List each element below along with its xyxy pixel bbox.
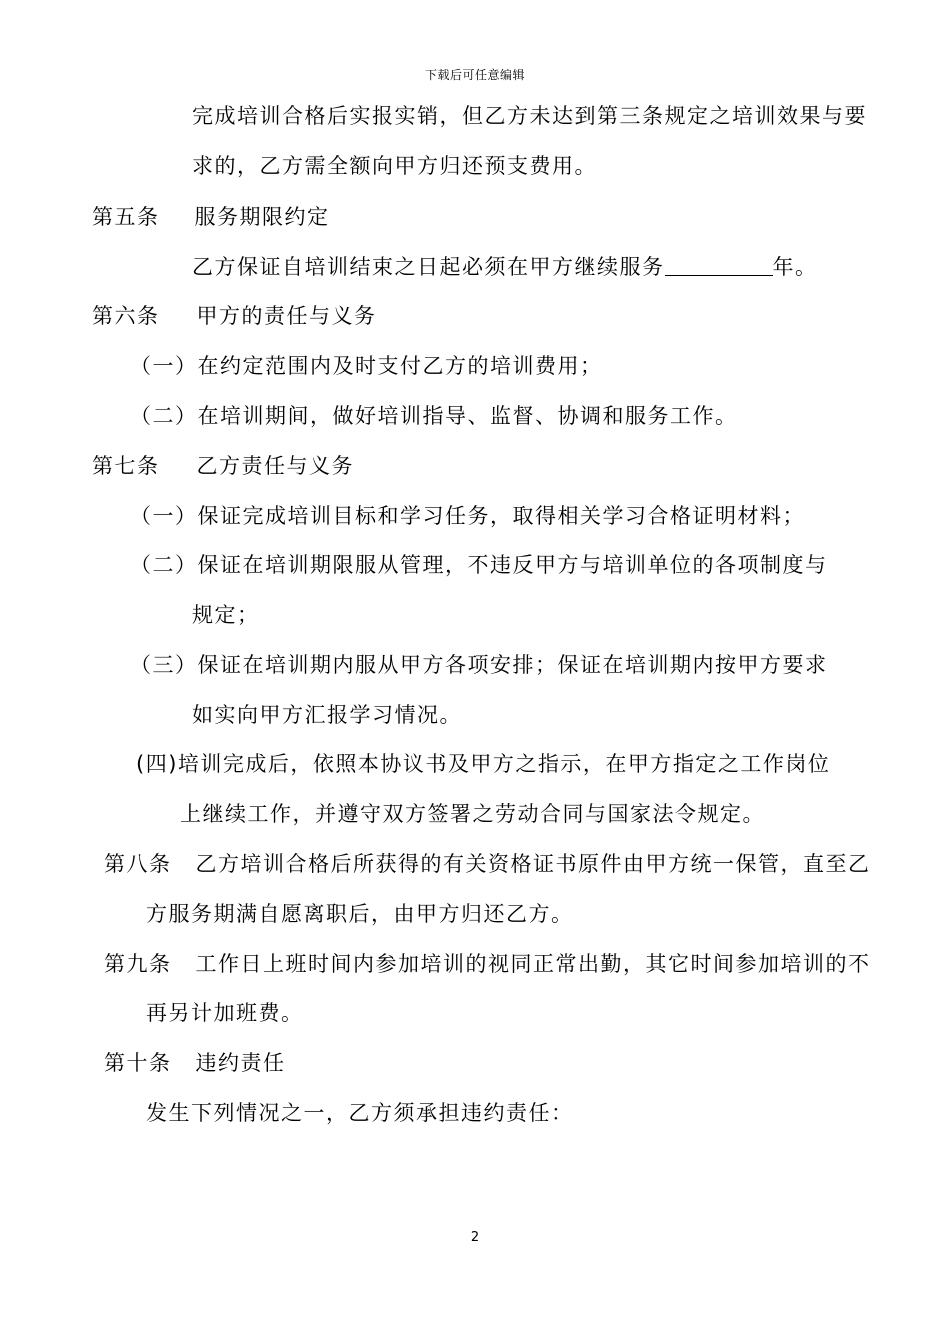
- article-body-text: 乙方培训合格后所获得的有关资格证书原件由甲方统一保管，直至乙: [195, 852, 871, 876]
- article-label: 第六条: [92, 304, 160, 328]
- list-item: （一）在约定范围内及时支付乙方的培训费用；: [130, 354, 603, 378]
- article-8: [104, 850, 871, 878]
- article-label: 第八条: [104, 852, 172, 876]
- page-header: 下载后可任意编辑: [424, 68, 525, 82]
- article-6-heading: [92, 302, 377, 330]
- article-title: 乙方责任与义务: [196, 454, 354, 478]
- article-9-continuation: 再另计加班费。: [146, 1001, 304, 1025]
- article-5-body: [192, 253, 818, 281]
- article-label: 第十条: [104, 1051, 172, 1075]
- paragraph-line: 求的，乙方需全额向甲方归还预支费用。: [192, 154, 597, 178]
- list-item-continuation: 如实向甲方汇报学习情况。: [192, 703, 462, 727]
- article-label: 第九条: [104, 952, 172, 976]
- list-item: （二）在培训期间，做好培训指导、监督、协调和服务工作。: [130, 404, 738, 428]
- article-body-text: 年。: [772, 255, 818, 279]
- article-body-text: 工作日上班时间内参加培训的视同正常出勤，其它时间参加培训的不: [195, 952, 871, 976]
- article-5-heading: [92, 203, 330, 231]
- article-body-text: 乙方保证自培训结束之日起必须在甲方继续服务: [192, 255, 665, 279]
- list-item: （三）保证在培训期内服从甲方各项安排；保证在培训期内按甲方要求: [130, 653, 828, 677]
- article-title: 违约责任: [195, 1051, 286, 1075]
- list-item: （一）保证完成培训目标和学习任务，取得相关学习合格证明材料；: [130, 504, 805, 528]
- page-number: 2: [470, 1230, 480, 1245]
- paragraph-line: 完成培训合格后实报实销，但乙方未达到第三条规定之培训效果与要: [192, 104, 867, 128]
- list-item-continuation: 上继续工作，并遵守双方签署之劳动合同与国家法令规定。: [180, 802, 765, 826]
- list-item: (四)培训完成后，依照本协议书及甲方之指示，在甲方指定之工作岗位: [136, 752, 831, 776]
- list-item-continuation: 规定；: [192, 603, 260, 627]
- article-7-heading: [92, 452, 354, 480]
- article-10-heading: [104, 1049, 286, 1077]
- article-8-continuation: 方服务期满自愿离职后，由甲方归还乙方。: [146, 902, 574, 926]
- blank-field: [665, 255, 773, 276]
- article-9: [104, 950, 871, 978]
- article-label: 第七条: [92, 454, 160, 478]
- article-title: 甲方的责任与义务: [196, 304, 377, 328]
- article-10-body: 发生下列情况之一，乙方须承担违约责任：: [146, 1101, 574, 1125]
- article-label: 第五条: [92, 205, 160, 229]
- list-item: （二）保证在培训期限服从管理，不违反甲方与培训单位的各项制度与: [130, 553, 828, 577]
- article-title: 服务期限约定: [194, 205, 330, 229]
